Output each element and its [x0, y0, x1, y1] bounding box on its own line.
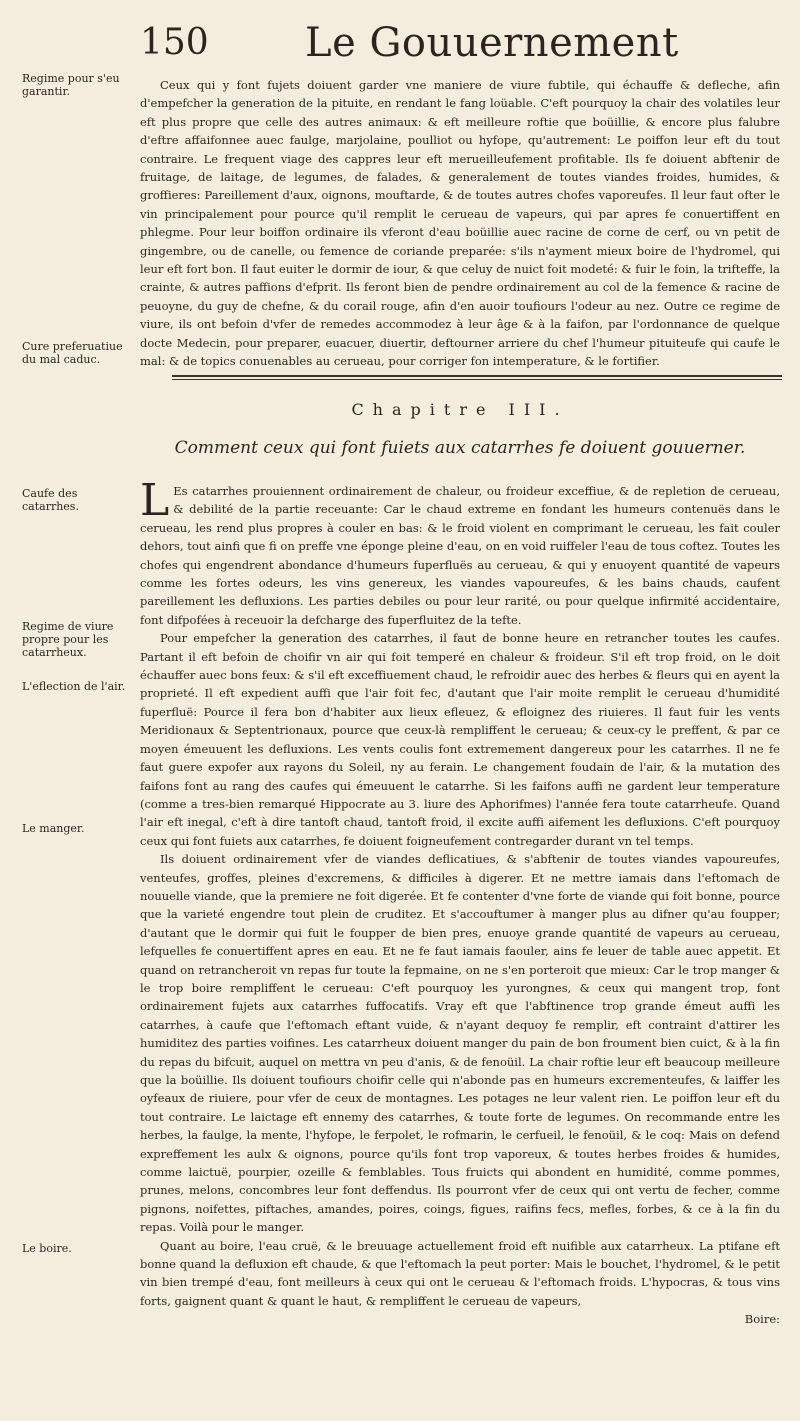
section-1-text — [140, 76, 780, 371]
page-number: 150 — [140, 22, 209, 63]
running-head: Le Gouuernement — [305, 20, 679, 66]
margin-note-regime: Regime pour s'eu garantir. — [22, 72, 120, 98]
chapter-heading: Chapitre III. — [351, 400, 569, 419]
paragraph-causes-text: Es catarrhes prouiennent ordinairement de chaleur, ou froideur exceffiue, & de repletion de cerueau, & debilité de la partie receuante: Car le chaud extreme en fondant les humeurs contenuës dans le cerueau, les rend plus propres à couler en bas: & le froid violent en comprimant le cerueau, les fait couler dehors, tout ainfi que fi on preffe vne éponge pleine d'eau, on en void ruiffeler l'eau de tous coftez. Toutes les chofes qui engendrent abondance d'humeurs fuperfluës au cerueau, & qui y enuoyent quantité de vapeurs comme les fortes odeurs, les vins genereux, les viandes vapoureufes, & les bains chauds, caufent pareillement les defluxions. Les parties debiles ou pour leur rarité, ou pour quelque infirmité accidentaire, font difpofées à receuoir la defcharge des fuperfluitez de la tefte. — [140, 484, 780, 627]
paragraph-causes — [140, 475, 780, 629]
margin-note-cure: Cure preferuatiue du mal caduc. — [22, 340, 123, 366]
margin-note-regime-catarrheux: Regime de viure propre pour les catarrheux. — [22, 620, 114, 659]
paragraph-regime: Ceux qui y font fujets doiuent garder vne maniere de viure fubtile, qui échauffe & defleche, afin d'empefcher la generation de la pituite, en rendant le fang loüable. C'eft pourquoy la chair des volatiles leur eft plus propre que celle des autres animaux: & eft meilleure roftie que boüillie, & encore plus falubre d'eftre affaifonnee auec faulge, marjolaine, poulliot ou hyfope, qu'autrement: Le poiffon leur eft du tout contraire. Le frequent viage des cappres leur eft merueilleufement profitable. Ils fe doiuent abftenir de fruitage, de laitage, de legumes, de falades, & generalement de toutes viandes froides, humides, & groffieres: Pareillement d'aux, oignons, mouftarde, & de toutes autres chofes vaporeufes. Il leur faut ofter le vin principalement pour pource qu'il remplit le cerueau de vapeurs, qui par apres fe conuertiffent en phlegme. Pour leur boiffon ordinaire ils vferont d'eau boüillie auec racine de corne de cerf, ou vn petit de gingembre, ou de canelle, ou femence de coriande preparée: s'ils n'ayment mieux boire de l'hydromel, qui leur eft fort bon. Il faut euiter le dormir de iour, & que celuy de nuict foit modeté: & fuir le foin, la trifteffe, la crainte, & autres paffions d'efprit. Ils feront bien de pendre ordinairement au col de la femence & racine de peuoyne, du guy de chefne, & du corail rouge, afin d'en auoir toufiours l'odeur au nez. Outre ce regime de viure, ils ont befoin d'vfer de remedes accommodez à leur âge & à la faifon, par l'ordonnance de quelque docte Medecin, pour preparer, euacuer, diuertir, deftourner arriere du chef l'humeur pituiteufe qui caufe le mal: & de topics conuenables au cerueau, pour corriger fon intemperature, & le fortifier. — [140, 78, 780, 369]
separator-rule-bottom — [172, 379, 782, 380]
section-2-text — [140, 475, 780, 1329]
margin-note-cause: Caufe des catarrhes. — [22, 487, 79, 513]
paragraph-air: Pour empefcher la generation des catarrhes, il faut de bonne heure en retrancher toutes les caufes. Partant il eft befoin de choifir vn air qui foit temperé en chaleur & froideur. S'il eft trop froid, on le doit échauffer auec bons feux: & s'il eft exceffiuement chaud, le refroidir auec des herbes & fleurs qui en ayent la proprieté. Il eft expedient auffi que l'air foit fec, d'autant que l'air moite remplit le cerueau d'humidité fuperfluë: Pource il fera bon d'habiter aux lieux efleuez, & efloignez des riuieres. Il faut fuir les vents Meridionaux & Septentrionaux, pource que ceux-là rempliffent le cerueau; & ceux-cy le preffent, & par ce moyen émeuuent les defluxions. Les vents coulis font extremement dangereux pour les catarrhes. Il ne fe faut guere expofer aux rayons du Soleil, ny au ferain. Le changement foudain de l'air, & la mutation des faifons font au rang des caufes qui émeuuent le catarrhe. Si les faifons auffi ne gardent leur temperature (comme a tres-bien remarqué Hippocrate au 3. liure des Aphorifmes) l'année fera toute catarrheufe. Quand l'air eft inegal, c'eft à dire tantoft chaud, tantoft froid, il excite auffi aifement les defluxions. C'eft pourquoy ceux qui font fuiets aux catarrhes, fe doiuent foigneufement contregarder durant vn tel temps. — [140, 631, 780, 848]
margin-note-boire: Le boire. — [22, 1242, 72, 1255]
paragraph-manger: Ils doiuent ordinairement vfer de viandes deflicatiues, & s'abftenir de toutes viandes vapoureufes, venteufes, groffes, pleines d'excremens, & difficiles à digerer. Et ne mettre iamais dans l'eftomach de nouuelle viande, que la premiere ne foit digerée. Et fe contenter d'vne forte de viande qui foit bonne, pource que la varieté engendre tout plein de cruditez. Et s'accouftumer à manger plus au difner qu'au foupper; d'autant que le dormir qui fuit le foupper de bien pres, enuoye grande quantité de vapeurs au cerueau, lefquelles fe conuertiffent apres en eau. Et ne fe faut iamais faouler, ains fe leuer de table auec appetit. Et quand on retrancheroit vn repas fur toute la fepmaine, on ne s'en porteroit que mieux: Car le trop manger & le trop boire rempliffent le cerueau: C'eft pourquoy les yurongnes, & ceux qui mangent trop, font ordinairement fujets aux catarrhes fuffocatifs. Vray eft que l'abftinence trop grande émeut auffi les catarrhes, à caufe que l'eftomach eftant vuide, & n'ayant dequoy fe remplir, eft contraint d'attirer les humiditez des parties voifines. Les catarrheux doiuent manger du pain de bon froument bien cuict, & à la fin du repas du bifcuit, auquel on mettra vn peu d'anis, & de fenoüil. La chair roftie leur eft beaucoup meilleure que la boüillie. Ils doiuent toufiours choifir celle qui n'abonde pas en humeurs excrementeufes, & laiffer les oyfeaux de riuiere, pour vfer de ceux de montagnes. Les potages ne leur valent rien. Le poiffon leur eft du tout contraire. Le laictage eft ennemy des catarrhes, & toute forte de legumes. On recommande entre les herbes, la faulge, la mente, l'hyfope, le ferpolet, le rofmarin, le cerfueil, le fenoüil, & le coq: Mais on defend expreffement les aulx & oignons, pource qu'ils font trop vaporeux, & toutes herbes froides & humides, comme laictuë, pourpier, ozeille & femblables. Tous fruicts qui abondent en humidité, comme pommes, prunes, melons, concombres leur font deffendus. Ils pourront vfer de ceux qui ont vertu de fecher, comme pignons, noifettes, piftaches, amandes, poires, coings, figues, raifins fecs, mefles, forbes, & ce à la fin du repas. Voilà pour le manger. — [140, 852, 780, 1235]
page-header — [140, 18, 760, 68]
paragraph-boire: Quant au boire, l'eau cruë, & le breuuage actuellement froid eft nuifible aux catarrheux. La ptifane eft bonne quand la defluxion eft chaude, & que l'eftomach la peut porter: Mais le bouchet, l'hydromel, & le petit vin bien trempé d'eau, font meilleurs à ceux qui ont le cerueau & l'eftomach froids. L'hypocras, & tous vins forts, gaignent quant & quant le haut, & rempliffent le cerueau de vapeurs, — [140, 1238, 780, 1308]
drop-capital: L — [140, 475, 170, 526]
margin-note-manger: Le manger. — [22, 822, 85, 835]
chapter-title: Comment ceux qui font fuiets aux catarrhes fe doiuent gouuerner. — [174, 438, 746, 458]
catchword: Boire: — [744, 1312, 780, 1327]
separator-rule-top — [172, 375, 782, 377]
margin-note-air: L'eflection de l'air. — [22, 680, 126, 693]
